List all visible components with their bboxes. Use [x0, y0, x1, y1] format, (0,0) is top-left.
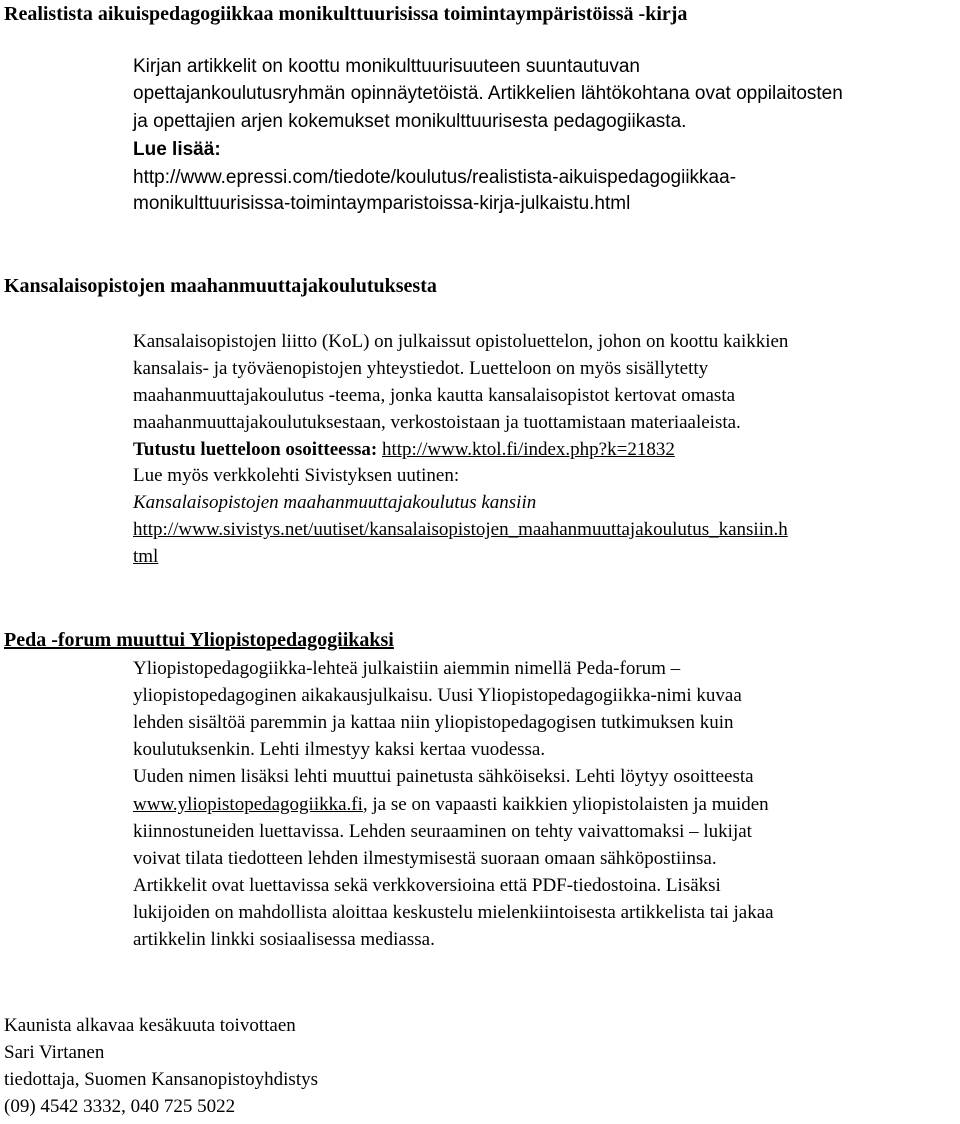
article2-news-title: Kansalaisopistojen maahanmuuttajakoulutus kansiin: [133, 492, 537, 513]
article3-text-line-3: lehden sisältöä paremmin ja kattaa niin yliopistopedagogisen tutkimuksen kuin: [133, 712, 734, 733]
article3-text-line-8: Artikkelit ovat luettavissa sekä verkkoversioina että PDF-tiedostoina. Lisäksi: [133, 875, 721, 896]
article1-link-line-1[interactable]: http://www.epressi.com/tiedote/koulutus/realistista-aikuispedagogiikkaa-: [133, 167, 737, 188]
article2-text-line-3: maahanmuuttajakoulutus -teema, jonka kautta kansalaisopistot kertovat omasta: [133, 385, 736, 406]
article3-text-line-5: Uuden nimen lisäksi lehti muuttui painetusta sähköiseksi. Lehti löytyy osoitteesta: [133, 766, 754, 787]
article3-text-line-10: artikkelin linkki sosiaalisessa mediassa.: [133, 929, 435, 950]
article1-read-more-label: Lue lisää:: [133, 139, 221, 160]
article3-title-text: Peda -forum muuttui Yliopistopedagogiikaksi: [4, 629, 394, 651]
article1-text-line-3: ja opettajien arjen kokemukset monikulttuurisesta pedagogiikasta.: [133, 111, 687, 132]
article2-news-link-line-2[interactable]: tml: [133, 546, 159, 567]
article3-text-line-4: koulutuksenkin. Lehti ilmestyy kaksi kertaa vuodessa.: [133, 739, 546, 760]
article2-read-also: Lue myös verkkolehti Sivistyksen uutinen:: [133, 465, 460, 486]
article3-text-line-6: kiinnostuneiden luettavissa. Lehden seuraaminen on tehty vaivattomaksi – lukijat: [133, 821, 752, 842]
article3-title: [4, 627, 394, 653]
signature-greeting: Kaunista alkavaa kesäkuuta toivottaen: [4, 1015, 296, 1036]
article1-text-line-1: Kirjan artikkelit on koottu monikulttuurisuuteen suuntautuvan: [133, 56, 640, 77]
article3-text-line-7: voivat tilata tiedotteen lehden ilmestymisestä suoraan omaan sähköpostiinsa.: [133, 848, 717, 869]
article2-text-line-4: maahanmuuttajakoulutuksestaan, verkostoistaan ja tuottamistaan materiaaleista.: [133, 412, 741, 433]
article1-title: Realistista aikuispedagogiikkaa monikulttuurisissa toimintaympäristöissä -kirja: [4, 3, 688, 25]
article2-text-line-1: Kansalaisopistojen liitto (KoL) on julkaissut opistoluettelon, johon on koottu kaikkien: [133, 331, 789, 352]
article2-text-line-2: kansalais- ja työväenopistojen yhteystiedot. Luetteloon on myös sisällytetty: [133, 358, 709, 379]
article2-catalog-row: [133, 438, 675, 462]
article3-site-link[interactable]: www.yliopistopedagogiikka.fi: [133, 794, 363, 815]
signature-phone: (09) 4542 3332, 040 725 5022: [4, 1096, 236, 1117]
article3-site-row: [133, 793, 769, 817]
article2-news-link-line-1[interactable]: http://www.sivistys.net/uutiset/kansalaisopistojen_maahanmuuttajakoulutus_kansiin.h: [133, 519, 788, 540]
signature-name: Sari Virtanen: [4, 1042, 105, 1063]
article3-site-after: , ja se on vapaasti kaikkien yliopistolaisten ja muiden: [362, 794, 769, 815]
article1-text-line-2: opettajankoulutusryhmän opinnäytetöistä. Artikkelien lähtökohtana ovat oppilaitosten: [133, 83, 843, 104]
article2-title: Kansalaisopistojen maahanmuuttajakoulutuksesta: [4, 275, 437, 297]
article2-catalog-label: Tutustu luetteloon osoitteessa:: [133, 439, 378, 460]
article3-text-line-2: yliopistopedagoginen aikakausjulkaisu. Uusi Yliopistopedagogiikka-nimi kuvaa: [133, 685, 742, 706]
article3-text-line-9: lukijoiden on mahdollista aloittaa keskustelu mielenkiintoisesta artikkelista tai jakaa: [133, 902, 774, 923]
article1-link-line-2[interactable]: monikulttuurisissa-toimintaymparistoissa-kirja-julkaistu.html: [133, 193, 631, 214]
article3-text-line-1: Yliopistopedagogiikka-lehteä julkaistiin aiemmin nimellä Peda-forum –: [133, 658, 681, 679]
article2-catalog-link[interactable]: http://www.ktol.fi/index.php?k=21832: [381, 439, 675, 460]
signature-role: tiedottaja, Suomen Kansanopistoyhdistys: [4, 1069, 319, 1090]
